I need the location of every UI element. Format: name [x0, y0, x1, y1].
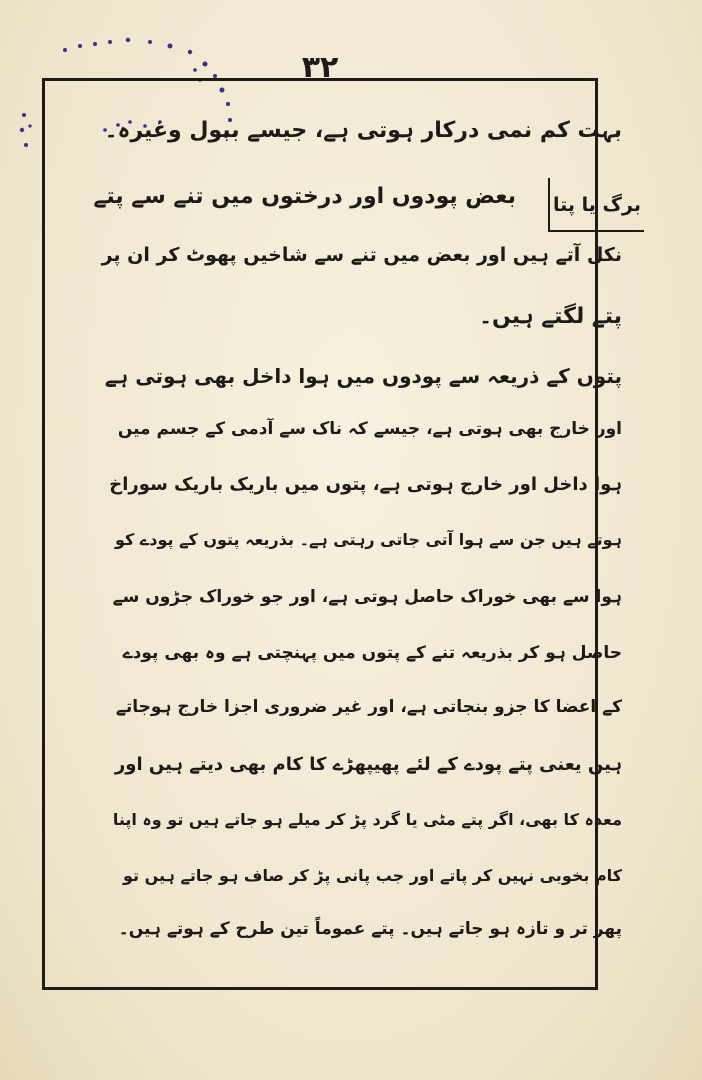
text-line: ہوا داخل اور خارج ہوتی ہے، پتوں میں باریک باریک سوراخ	[109, 474, 622, 495]
text-line: ہیں یعنی پتے پودے کے لئے پھیپھڑے کا کام بھی دیتے ہیں اور	[114, 754, 622, 775]
text-line: پھر تر و تازہ ہو جاتے ہیں۔ پتے عموماً تین طرح کے ہوتے ہیں۔	[118, 919, 622, 939]
text-line: کام بخوبی نہیں کر پاتے اور جب پانی پڑ کر صاف ہو جاتے ہیں تو	[122, 866, 622, 885]
text-line: ہوتے ہیں جن سے ہوا آتی جاتی رہتی ہے۔ بذریعہ پتوں کے پودے کو	[114, 530, 622, 549]
page-number: ۳۲	[301, 50, 339, 85]
text-line: پتے لگتے ہیں۔	[479, 304, 622, 329]
text-line: کے اعضا کا جزو بنجاتی ہے، اور غیر ضروری اجزا خارج ہوجاتے	[115, 697, 622, 717]
text-line: بہت کم نمی درکار ہوتی ہے، جیسے ببول وغیرہ۔	[104, 118, 622, 143]
text-line: معدہ کا بھی، اگر پتے مٹی یا گرد پڑ کر میلے ہو جاتے ہیں تو وہ اپنا	[112, 810, 622, 829]
text-line: ہوا سے بھی خوراک حاصل ہوتی ہے، اور جو خوراک جڑوں سے	[112, 587, 622, 607]
text-line: نکل آتے ہیں اور بعض میں تنے سے شاخیں پھوٹ کر ان پر	[101, 244, 622, 266]
text-line: اور خارج بھی ہوتی ہے، جیسے کہ ناک سے آدمی کے جسم میں	[117, 419, 622, 439]
text-line: حاصل ہو کر بذریعہ تنے کے پتوں میں پہنچتی ہے وہ بھی پودے	[122, 643, 622, 663]
text-line: بعض پودوں اور درختوں میں تنے سے پتے	[93, 184, 516, 209]
text-line: پتوں کے ذریعہ سے پودوں میں ہوا داخل بھی ہوتی ہے	[104, 364, 622, 388]
side-heading: برگ یا پتا	[548, 178, 644, 232]
